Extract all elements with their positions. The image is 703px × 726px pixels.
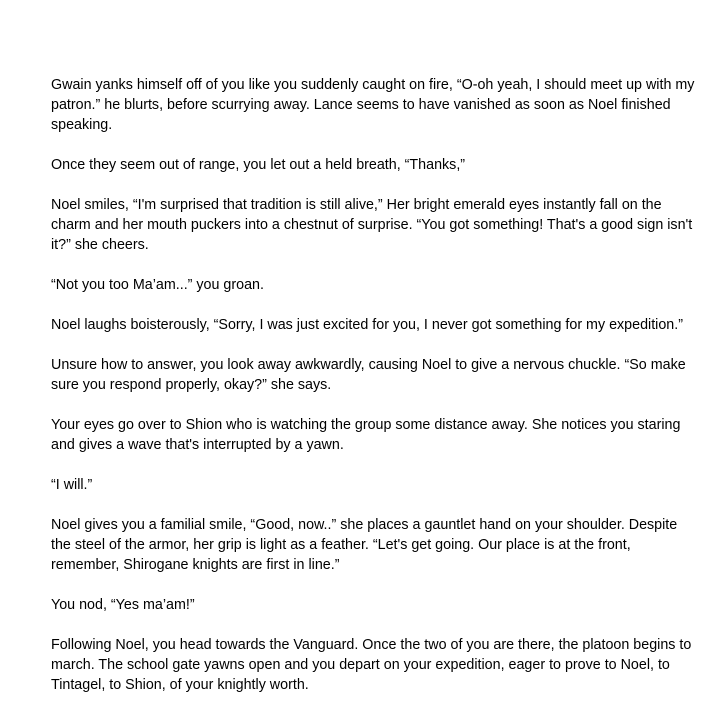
paragraph-5: Noel laughs boisterously, “Sorry, I was just excited for you, I never got something for my expedition.” (51, 317, 683, 333)
paragraph-6: Unsure how to answer, you look away awkwardly, causing Noel to give a nervous chuckle. “So make sure you respond properly, okay?” she says. (51, 357, 686, 393)
paragraph-3: Noel smiles, “I'm surprised that tradition is still alive,” Her bright emerald eyes instantly fall on the charm and her mouth puckers into a chestnut of surprise. “You got something! That's a good sign isn't it?” she cheers. (51, 197, 693, 253)
paragraph-4: “Not you too Ma’am...” you groan. (51, 277, 264, 293)
paragraph-7: Your eyes go over to Shion who is watching the group some distance away. She notices you staring and gives a wave that's interrupted by a yawn. (51, 417, 681, 453)
paragraph-8: “I will.” (51, 477, 93, 493)
document-body (51, 75, 696, 695)
paragraph-9: Noel gives you a familial smile, “Good, now..” she places a gauntlet hand on your shoulder. Despite the steel of the armor, her grip is light as a feather. “Let's get going. Our place is at the front, remember, Shirogane knights are first in line.” (51, 517, 678, 573)
paragraph-1: Gwain yanks himself off of you like you suddenly caught on fire, “O-oh yeah, I should meet up with my patron.” he blurts, before scurrying away. Lance seems to have vanished as soon as Noel finished speaking. (51, 77, 695, 133)
paragraph-10: You nod, “Yes ma’am!” (51, 597, 195, 613)
paragraph-11: Following Noel, you head towards the Vanguard. Once the two of you are there, the platoon begins to march. The school gate yawns open and you depart on your expedition, eager to prove to Noel, to Tintagel, to Shion, of your knightly worth. (51, 637, 692, 693)
paragraph-2: Once they seem out of range, you let out a held breath, “Thanks,” (51, 157, 466, 173)
